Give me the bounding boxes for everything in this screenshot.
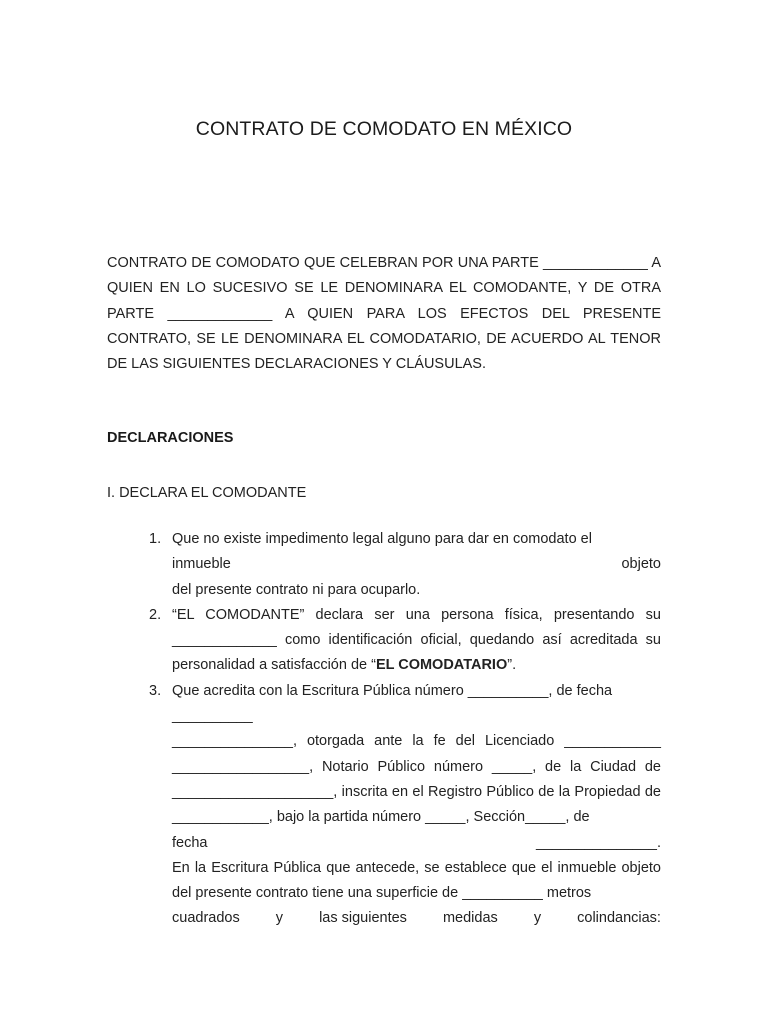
item-text-spread [172, 831, 661, 856]
item-word: fecha [172, 834, 208, 851]
item-text: “EL COMODANTE” declara ser una persona física, presentando su _____________ como identificación oficial, quedando así acreditada su personalidad a satisfacción de “ [172, 606, 661, 674]
declaraciones-heading: DECLARACIONES [107, 430, 234, 446]
declarations-list [107, 527, 661, 932]
item-text-spread [172, 906, 661, 931]
item-text: Que no existe impedimento legal alguno para dar en comodato el [172, 531, 592, 547]
list-item-number: 1. [149, 531, 162, 547]
item-text: del presente contrato ni para ocuparlo. [172, 581, 421, 598]
intro-paragraph: CONTRATO DE COMODATO QUE CELEBRAN POR UNA PARTE _____________ A QUIEN EN LO SUCESIVO SE LE DENOMINARA EL COMODANTE, Y DE OTRA PARTE _____________ A QUIEN PARA LOS EFECTOS DEL PRESENTE CONTRATO, SE LE DENOMINARA EL COMODATARIO, DE ACUERDO AL TENOR DE LAS SIGUIENTES DECLARACIONES Y CLÁUSULAS. [107, 255, 661, 373]
item-word: y [275, 910, 284, 927]
item-word: objeto [621, 556, 661, 573]
item-text-spread [172, 552, 661, 577]
item-bold-text: EL COMODATARIO [375, 657, 508, 674]
item-text: En la Escritura Pública que antecede, se establece que el inmueble objeto del presente contrato tiene una superficie de __________ metros [172, 859, 661, 902]
list-item-number: 3. [149, 682, 162, 699]
item-word: colindancias: [577, 910, 661, 927]
item-word: medidas [442, 910, 498, 927]
item-text: __________ [172, 708, 253, 725]
item-text: _______________, otorgada ante la fe del Licenciado ____________ _________________, Notario Público número _____, de la Ciudad de ____________________, inscrita en el Registro Público de la Propiedad de ____________, bajo la partida número _____, Sección_____, de [172, 733, 661, 826]
document-title: CONTRATO DE COMODATO EN MÉXICO [195, 118, 573, 140]
item-text: Que acredita con la Escritura Pública número __________, de fecha [172, 682, 613, 699]
section-declara-comodante: I. DECLARA EL COMODANTE [107, 485, 307, 501]
item-word: inmueble [172, 556, 231, 573]
list-item [107, 527, 661, 603]
item-word: las siguientes [319, 910, 407, 927]
list-item-number: 2. [149, 606, 162, 623]
item-word: cuadrados [172, 910, 240, 927]
item-text-end: ”. [507, 657, 517, 674]
list-item [107, 679, 661, 932]
item-word: y [533, 910, 542, 927]
list-item [107, 603, 661, 679]
item-word: _______________. [536, 834, 661, 851]
